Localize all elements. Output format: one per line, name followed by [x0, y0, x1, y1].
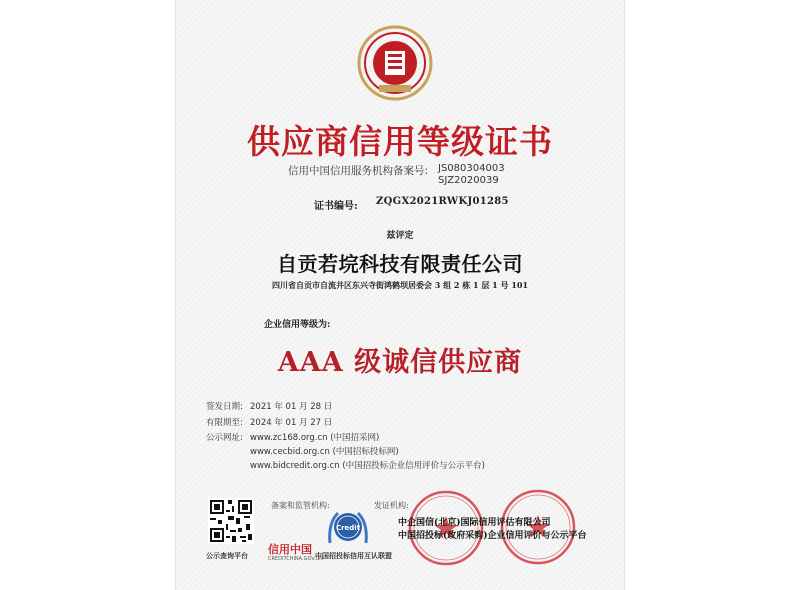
websites	[206, 431, 485, 473]
websites-label: 公示网址:	[206, 433, 243, 443]
certificate-emblem-icon	[355, 23, 435, 103]
issue-date-label: 签发日期:	[206, 402, 243, 412]
xinyong-domain: CREDITCHINA.GOV.CN	[268, 556, 323, 562]
issuer-label: 发证机构:	[374, 501, 409, 510]
website-link[interactable]: www.zc168.org.cn (中国招采网)	[250, 433, 380, 443]
supervision-label: 备案和监管机构:	[271, 501, 330, 510]
qr-caption: 公示查询平台	[206, 551, 248, 560]
valid-date-value: 2024 年 01 月 27 日	[250, 418, 333, 428]
filing-label: 信用中国信用服务机构备案号:	[288, 165, 429, 177]
platform-org: 中国招投标(政府采购)企业信用评价与公示平台	[398, 531, 587, 541]
issue-date	[206, 400, 332, 414]
credit-badge-icon	[324, 505, 372, 547]
issue-date-value: 2021 年 01 月 28 日	[250, 402, 333, 412]
evaluated-label: 兹评定	[386, 231, 414, 241]
page-title: 供应商信用等级证书	[247, 122, 553, 161]
valid-date-label: 有限期至:	[206, 418, 243, 428]
cert-no-label: 证书编号:	[314, 201, 358, 212]
filing-numbers	[438, 163, 505, 187]
certificate	[175, 0, 625, 590]
filing-number: SJZ2020039	[438, 175, 499, 186]
issuer-org: 中企国信(北京)国际信用评估有限公司	[398, 518, 551, 528]
company-address: 四川省自贡市自流井区东兴寺街鸿鹤坝居委会 3 组 2 栋 1 层 1 号 101	[271, 280, 529, 290]
alliance-caption: 中国招投标信用互认联盟	[315, 551, 392, 560]
valid-date	[206, 416, 332, 430]
cert-no-value: ZQGX2021RWKJ01285	[376, 196, 509, 207]
company-name: 自贡若垸科技有限责任公司	[277, 252, 523, 276]
qr-code-icon[interactable]	[208, 498, 254, 544]
website-link[interactable]: www.cecbid.org.cn (中国招标投标网)	[250, 447, 399, 457]
grade-label: 企业信用等级为:	[264, 320, 331, 330]
credit-badge-text: Credit	[335, 524, 361, 532]
credit-grade: AAA 级诚信供应商	[277, 347, 523, 378]
website-link[interactable]: www.bidcredit.org.cn (中国招投标企业信用评价与公示平台)	[250, 461, 485, 471]
filing-number: JS080304003	[438, 163, 505, 174]
xinyong-logo: 信用中国	[268, 543, 312, 556]
